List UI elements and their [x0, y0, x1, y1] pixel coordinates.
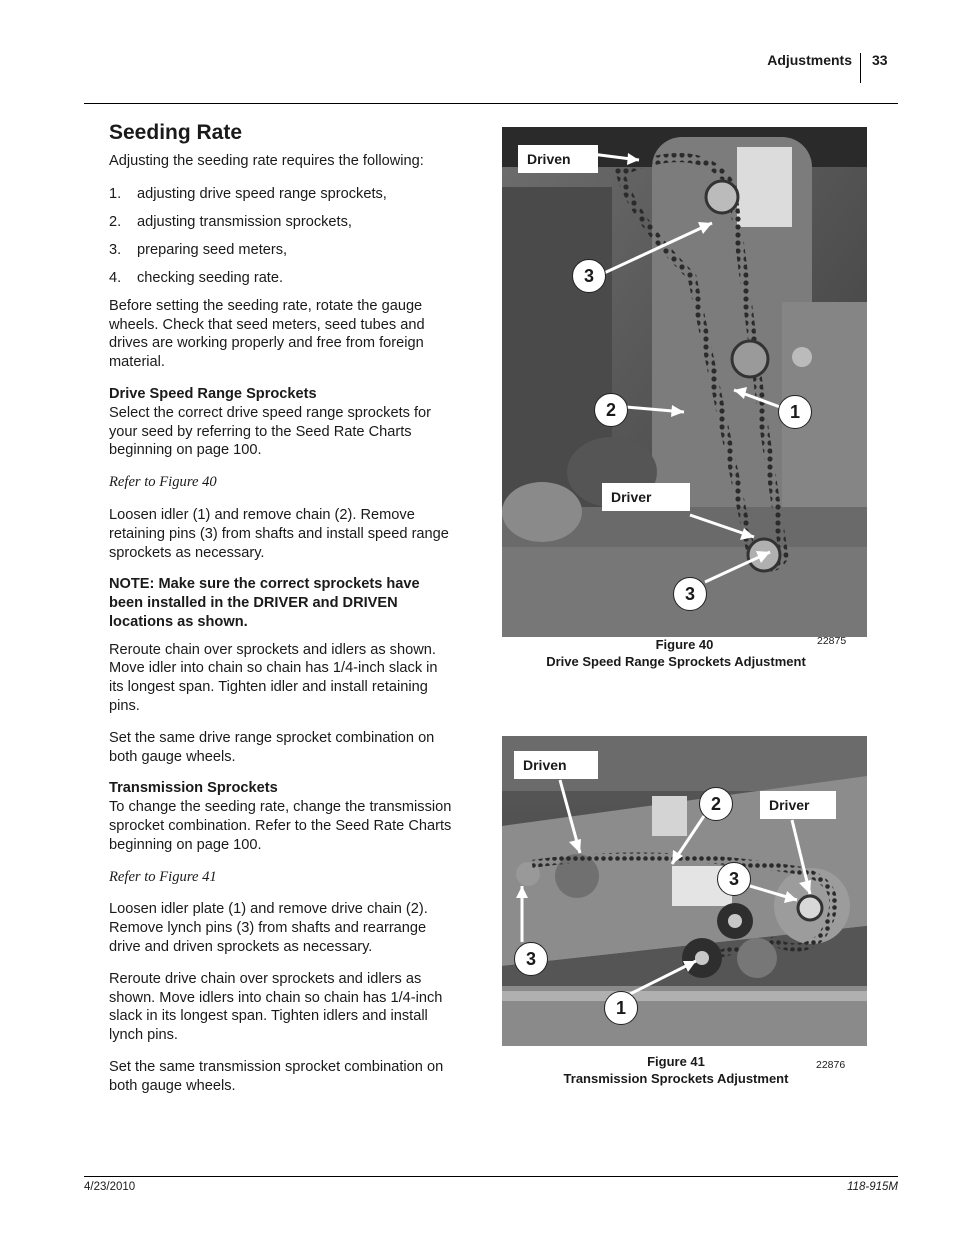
list-item: 3. preparing seed meters,	[109, 241, 288, 258]
figure-40-photo	[502, 127, 867, 637]
figure-41-number: Figure 41	[647, 1054, 705, 1069]
figure-41-title: Transmission Sprockets Adjustment	[563, 1071, 789, 1086]
callout-1: 1	[604, 991, 638, 1025]
callout-3: 3	[673, 577, 707, 611]
drive-step-1: Loosen idler (1) and remove chain (2). Remove retaining pins (3) from shafts and install speed range sprockets as necessary.	[109, 506, 449, 561]
intro-text: Adjusting the seeding rate requires the following:	[109, 153, 424, 169]
drive-step-3: Set the same drive range sprocket combination on both gauge wheels.	[109, 729, 435, 765]
callout-3: 3	[717, 862, 751, 896]
page-title: Seeding Rate	[109, 121, 243, 144]
figure-40-title: Drive Speed Range Sprockets Adjustment	[546, 654, 806, 669]
document-number: 118-915M	[847, 1181, 898, 1193]
figure-41-illustration	[502, 736, 867, 1046]
header-divider	[860, 53, 861, 83]
page-number: 33	[872, 52, 888, 68]
callout-1: 1	[778, 395, 812, 429]
transmission-step-2: Reroute drive chain over sprockets and idlers as shown. Move idlers into chain so chain has 1/4-inch slack in its longest span. Tighten idlers and install lynch pins.	[109, 970, 443, 1044]
callout-2: 2	[699, 787, 733, 821]
callout-3: 3	[514, 942, 548, 976]
transmission-step-1: Loosen idler plate (1) and remove drive chain (2). Remove lynch pins (3) from shafts and rearrange drive and driven sprockets as necessary.	[109, 901, 428, 956]
driver-label: Driver	[602, 483, 690, 511]
driver-label: Driver	[760, 791, 836, 819]
footer-date: 4/23/2010	[84, 1181, 136, 1193]
figure-40-code: 22875	[817, 635, 847, 647]
callout-3: 3	[572, 259, 606, 293]
transmission-text: To change the seeding rate, change the transmission sprocket combination. Refer to the Seed Rate Charts beginning on page 100.	[109, 799, 452, 853]
note-text: NOTE: Make sure the correct sprockets have been installed in the DRIVER and DRIVEN locations as shown.	[109, 576, 420, 630]
list-item: 4. checking seeding rate.	[109, 269, 284, 286]
transmission-step-3: Set the same transmission sprocket combination on both gauge wheels.	[109, 1059, 444, 1094]
figure-40-number: Figure 40	[655, 637, 714, 652]
steps-list	[109, 185, 454, 288]
footer-rule	[84, 1176, 898, 1177]
figure-40-reference: Refer to Figure 40	[109, 474, 217, 491]
drive-step-2: Reroute chain over sprockets and idlers as shown. Move idler into chain so chain has 1/4-inch slack in its longest span. Tighten idler and install retaining pins.	[109, 641, 438, 715]
before-paragraph: Before setting the seeding rate, rotate the gauge wheels. Check that seed meters, seed tubes and drives are working properly and free from foreign material.	[109, 297, 425, 371]
list-item: 1. adjusting drive speed range sprockets,	[109, 185, 387, 202]
figure-40-illustration	[502, 127, 867, 637]
figure-41-photo	[502, 736, 867, 1046]
callout-2: 2	[594, 393, 628, 427]
transmission-heading: Transmission Sprockets	[109, 780, 278, 797]
drive-text: Select the correct drive speed range sprockets for your seed by referring to the Seed Rate Charts beginning on page 100.	[109, 404, 432, 459]
list-item: 2. adjusting transmission sprockets,	[109, 213, 352, 230]
figure-41-code: 22876	[816, 1059, 846, 1071]
header-rule	[84, 103, 898, 104]
text-column	[109, 120, 454, 1109]
driven-label: Driven	[514, 751, 598, 779]
header-section-title: Adjustments	[767, 52, 852, 68]
driven-label: Driven	[518, 145, 598, 173]
figure-41-reference: Refer to Figure 41	[109, 868, 217, 885]
drive-heading: Drive Speed Range Sprockets	[109, 385, 317, 402]
